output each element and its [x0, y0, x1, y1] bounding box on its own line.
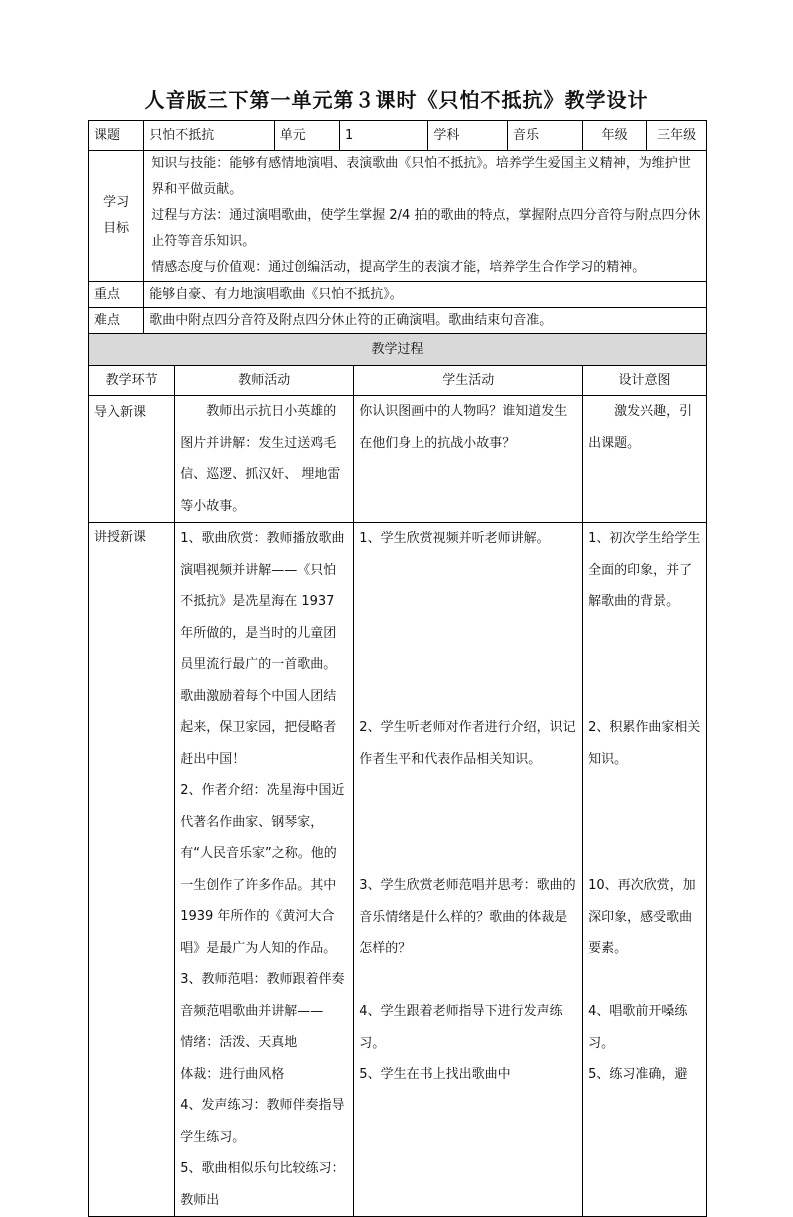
- col-stage: 教学环节: [89, 366, 175, 396]
- teaching-student: [354, 523, 583, 1217]
- key-point-row: [89, 282, 707, 308]
- objectives-row: [89, 151, 707, 282]
- objectives-label: [89, 151, 144, 282]
- teacher-step-3-genre: 体裁：进行曲风格: [180, 1066, 285, 1082]
- intent-step-4: 4、唱歌前开嗓练习。: [588, 1004, 688, 1051]
- process-header: 教学过程: [89, 334, 707, 366]
- grade-value: 三年级: [647, 121, 707, 151]
- intro-student-text: 你认识图画中的人物吗？谁知道发生在他们身上的抗战小故事？: [359, 404, 568, 451]
- teacher-step-5: 5、歌曲相似乐句比较练习：教师出: [180, 1161, 345, 1208]
- intro-student: [354, 396, 583, 523]
- topic-label: 课题: [89, 121, 144, 151]
- teacher-step-2: 2、作者介绍：冼星海中国近代著名作曲家、钢琴家，有“人民音乐家”之称。他的一生创作了许多作品。其中 1939 年所作的《黄河大合唱》是最广为人知的作品。: [180, 783, 345, 956]
- student-step-4: 4、学生跟着老师指导下进行发声练习。: [359, 1004, 563, 1051]
- difficulty-label: 难点: [89, 308, 144, 334]
- objective-knowledge: 知识与技能：能够有感情地演唱、表演歌曲《只怕不抵抗》。培养学生爱国主义精神，为维护世界和平做贡献。: [151, 156, 691, 197]
- lesson-plan-table: [88, 120, 707, 1217]
- info-row: [89, 121, 707, 151]
- grade-label: 年级: [583, 121, 647, 151]
- student-step-5: 5、学生在书上找出歌曲中: [359, 1067, 511, 1082]
- student-step-1: 1、学生欣赏视频并听老师讲解。: [359, 531, 550, 546]
- objective-process: 过程与方法：通过演唱歌曲，使学生掌握 2/4 拍的歌曲的特点，掌握附点四分音符与附点四分休止符等音乐知识。: [151, 208, 701, 249]
- objectives-label-text: 学习目标: [103, 195, 130, 236]
- intent-step-2: 2、积累作曲家相关知识。: [588, 720, 701, 767]
- teaching-teacher: [175, 523, 354, 1217]
- intro-intent-text: 激发兴趣，引出课题。: [588, 404, 693, 451]
- teaching-intent: [583, 523, 707, 1217]
- teacher-step-4: 4、发声练习：教师伴奏指导学生练习。: [180, 1098, 345, 1145]
- process-columns-row: [89, 366, 707, 396]
- col-intent: 设计意图: [583, 366, 707, 396]
- topic-value: 只怕不抵抗: [144, 121, 274, 151]
- intro-stage: 导入新课: [89, 396, 175, 523]
- col-student: 学生活动: [354, 366, 583, 396]
- document-title: 人音版三下第一单元第３课时《只怕不抵抗》教学设计: [144, 88, 649, 112]
- teaching-stage: 讲授新课: [89, 523, 175, 1217]
- col-teacher: 教师活动: [175, 366, 354, 396]
- objective-attitude: 情感态度与价值观：通过创编活动，提高学生的表演才能，培养学生合作学习的精神。: [151, 260, 646, 275]
- key-point-text: 能够自豪、有力地演唱歌曲《只怕不抵抗》。: [144, 282, 707, 308]
- process-header-row: [89, 334, 707, 366]
- teacher-step-3: 3、教师范唱：教师跟着伴奏音频范唱歌曲并讲解——: [180, 972, 345, 1019]
- intent-step-5: 5、练习准确，避: [588, 1067, 688, 1082]
- student-step-2: 2、学生听老师对作者进行介绍，识记作者生平和代表作品相关知识。: [359, 720, 576, 767]
- teacher-step-1: 1、歌曲欣赏：教师播放歌曲演唱视频并讲解——《只怕不抵抗》是冼星海在 1937 年所做的，是当时的儿童团员里流行最广的一首歌曲。歌曲激励着每个中国人团结起来，保卫家园，把侵略者赶出中国！: [180, 531, 345, 767]
- subject-label: 学科: [428, 121, 508, 151]
- objectives-content: [144, 151, 707, 282]
- intent-step-1: 1、初次学生给学生全面的印象，并了解歌曲的背景。: [588, 531, 701, 609]
- key-point-label: 重点: [89, 282, 144, 308]
- difficulty-row: [89, 308, 707, 334]
- student-step-3: 3、学生欣赏老师范唱并思考：歌曲的音乐情绪是什么样的？歌曲的体裁是怎样的？: [359, 878, 576, 956]
- subject-value: 音乐: [507, 121, 582, 151]
- intro-intent: [583, 396, 707, 523]
- intro-teacher-text: 教师出示抗日小英雄的图片并讲解：发生过送鸡毛信、巡逻、抓汉奸、 埋地雷等小故事。: [180, 404, 341, 514]
- difficulty-text: 歌曲中附点四分音符及附点四分休止符的正确演唱。歌曲结束句音准。: [144, 308, 707, 334]
- teacher-step-3-mood: 情绪：活泼、天真地: [180, 1035, 298, 1050]
- unit-value: 1: [339, 121, 427, 151]
- teaching-row: [89, 523, 707, 1217]
- intent-step-3: 10、再次欣赏，加深印象，感受歌曲要素。: [588, 878, 696, 956]
- intro-row: [89, 396, 707, 523]
- unit-label: 单元: [274, 121, 339, 151]
- intro-teacher: [175, 396, 354, 523]
